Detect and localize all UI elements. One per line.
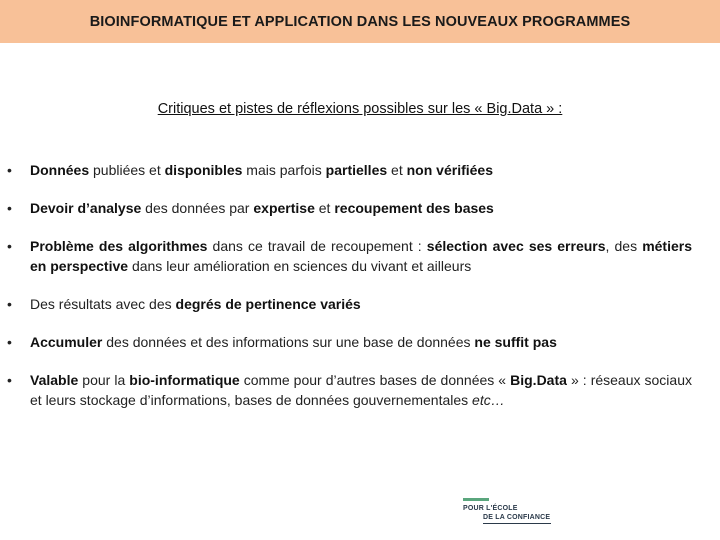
- bullet-dot: •: [7, 334, 12, 350]
- bullet-text: [30, 372, 692, 408]
- bullet-text-segment: métiers en perspective: [30, 238, 692, 274]
- bullet-text-segment: , des: [605, 238, 643, 254]
- bullet-item: [7, 236, 692, 276]
- bullet-text-segment: et: [314, 200, 335, 216]
- bullet-text-segment: etc…: [472, 392, 505, 408]
- bullet-text: [30, 238, 692, 274]
- bullet-text-segment: Big.Data: [510, 372, 567, 388]
- bullet-dot: •: [7, 200, 12, 216]
- bullet-text-segment: ne suffit pas: [474, 334, 557, 350]
- bullet-text-segment: Données: [30, 162, 90, 178]
- bullet-text: [30, 200, 494, 216]
- bullet-text-segment: recoupement des bases: [334, 200, 494, 216]
- bullet-text-segment: bio-informatique: [129, 372, 240, 388]
- bullet-text-segment: expertise: [253, 200, 315, 216]
- bullet-text: [30, 162, 493, 178]
- bullet-text: [30, 334, 557, 350]
- bullet-item: [7, 370, 692, 410]
- bullet-text-segment: pour la: [78, 372, 130, 388]
- bullet-text-segment: Accumuler: [30, 334, 103, 350]
- bullet-item: [7, 294, 692, 314]
- bullet-item: [7, 332, 692, 352]
- bullet-text-segment: mais parfois: [242, 162, 326, 178]
- bullet-text-segment: Des résultats avec des: [30, 296, 176, 312]
- bullet-text-segment: des données et des informations sur une base de données: [102, 334, 475, 350]
- bullet-text-segment: non vérifiées: [406, 162, 493, 178]
- bullet-text-segment: des données par: [141, 200, 254, 216]
- bullet-text-segment: Devoir d’analyse: [30, 200, 142, 216]
- header-bar: [0, 0, 720, 43]
- bullet-dot: •: [7, 238, 12, 254]
- bullet-text-segment: partielles: [325, 162, 388, 178]
- bullet-text: [30, 296, 361, 312]
- bullet-text-segment: Valable: [30, 372, 79, 388]
- bullet-text-segment: dans ce travail de recoupement :: [207, 238, 427, 254]
- bullet-dot: •: [7, 372, 12, 388]
- slide-subtitle: Critiques et pistes de réflexions possibles sur les « Big.Data » :: [157, 101, 563, 117]
- bullet-text-segment: publiées et: [89, 162, 165, 178]
- header-title: BIOINFORMATIQUE ET APPLICATION DANS LES NOUVEAUX PROGRAMMES: [89, 13, 631, 30]
- bullet-text-segment: comme pour d’autres bases de données «: [239, 372, 511, 388]
- logo-mark: [463, 498, 489, 501]
- bullet-text-segment: degrés de pertinence variés: [175, 296, 361, 312]
- bullet-dot: •: [7, 296, 12, 312]
- bullet-text-segment: » : réseaux sociaux et leurs stockage d’informations, bases de données gouvernementales: [30, 372, 692, 408]
- bullet-item: [7, 198, 692, 218]
- logo-line-1: POUR L'ÉCOLE: [463, 505, 518, 512]
- ecole-confiance-logo: [461, 498, 556, 528]
- bullet-text-segment: dans leur amélioration en sciences du vivant et ailleurs: [128, 258, 472, 274]
- logo-underline: [483, 523, 551, 524]
- logo-line-2: DE LA CONFIANCE: [483, 514, 551, 521]
- bullet-text-segment: Problème des algorithmes: [30, 238, 208, 254]
- bullet-text-segment: disponibles: [164, 162, 243, 178]
- bullet-text-segment: et: [387, 162, 407, 178]
- bullet-text-segment: sélection avec ses erreurs: [426, 238, 606, 254]
- bullet-dot: •: [7, 162, 12, 178]
- bullet-item: [7, 160, 692, 180]
